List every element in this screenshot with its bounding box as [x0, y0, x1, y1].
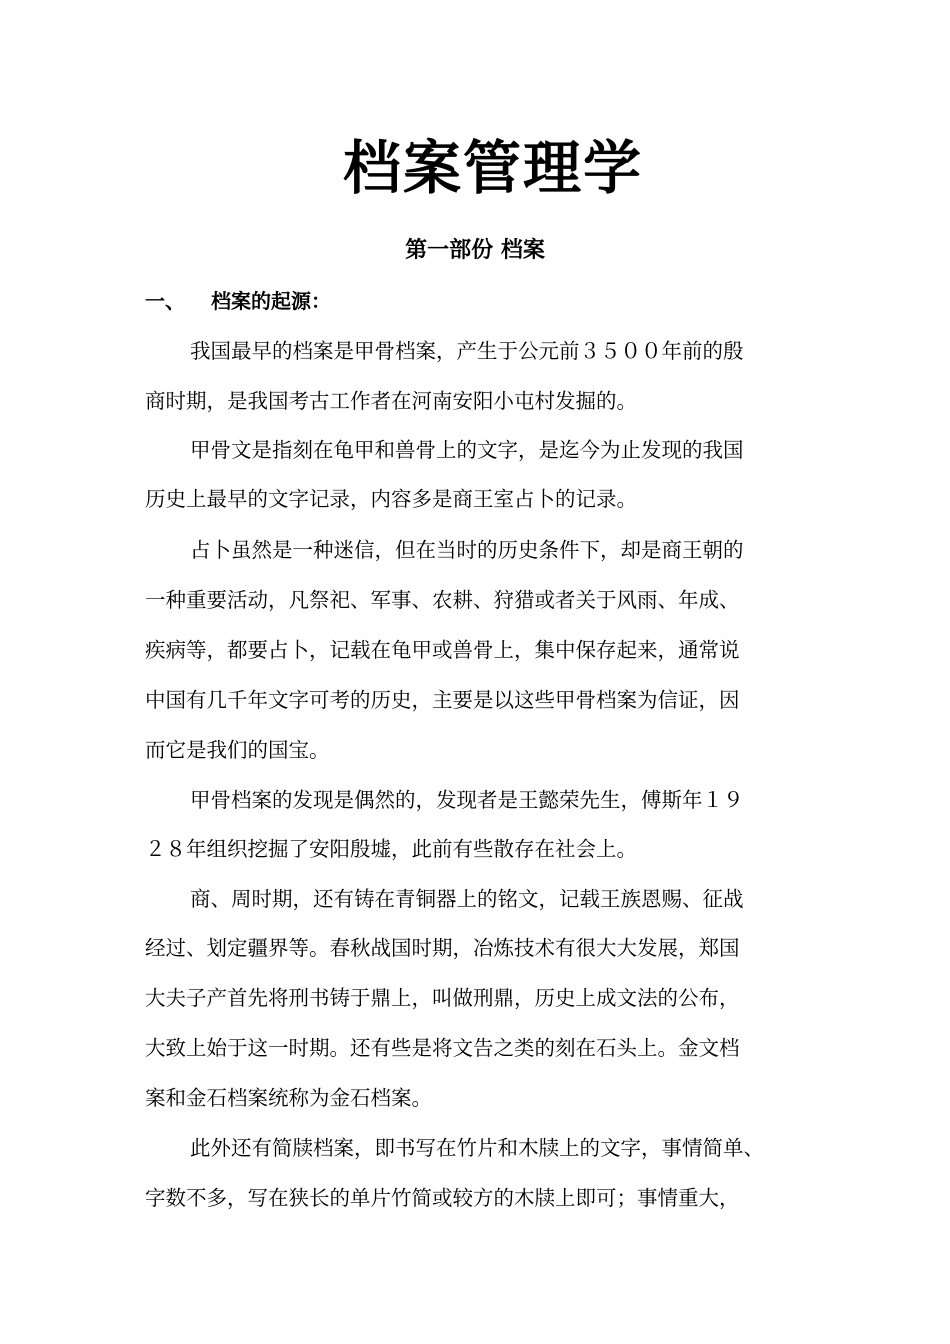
document-title: 档案管理学: [342, 134, 643, 202]
text-line: 甲骨文是指刻在龟甲和兽骨上的文字，是迄今为止发现的我国: [190, 438, 744, 462]
text-line: 案和金石档案统称为金石档案。: [145, 1086, 432, 1110]
text-line: 一种重要活动，凡祭祀、军事、农耕、狩猎或者关于风雨、年成、: [145, 588, 740, 612]
text-line: 甲骨档案的发现是偶然的，发现者是王懿荣先生，傅斯年１９: [190, 788, 744, 812]
text-line: 经过、划定疆界等。春秋战国时期，冶炼技术有很大大发展，郑国: [145, 936, 740, 960]
text-line: 我国最早的档案是甲骨档案，产生于公元前３５００年前的殷: [190, 339, 744, 363]
text-line: 大致上始于这一时期。还有些是将文告之类的刻在石头上。金文档: [145, 1036, 740, 1060]
text-line: 商、周时期，还有铸在青铜器上的铭文，记载王族恩赐、征战: [190, 887, 744, 911]
section-heading: [145, 286, 331, 316]
text-line: 中国有几千年文字可考的历史，主要是以这些甲骨档案为信证，因: [145, 688, 740, 712]
text-line: 历史上最早的文字记录，内容多是商王室占卜的记录。: [145, 487, 637, 511]
section-title: 档案的起源：: [211, 289, 331, 313]
part-heading: 第一部份 档案: [405, 238, 545, 263]
text-line: 商时期，是我国考古工作者在河南安阳小屯村发掘的。: [145, 389, 637, 413]
text-line: ２８年组织挖掘了安阳殷墟，此前有些散存在社会上。: [145, 837, 637, 861]
text-line: 大夫子产首先将刑书铸于鼎上，叫做刑鼎，历史上成文法的公布，: [145, 986, 740, 1010]
text-line: 字数不多，写在狭长的单片竹简或较方的木牍上即可；事情重大，: [145, 1186, 740, 1210]
text-line: 疾病等，都要占卜，记载在龟甲或兽骨上，集中保存起来，通常说: [145, 638, 740, 662]
section-number: 一、: [145, 289, 185, 313]
text-line: 此外还有简牍档案，即书写在竹片和木牍上的文字，事情简单、: [190, 1136, 764, 1160]
text-line: 占卜虽然是一种迷信，但在当时的历史条件下，却是商王朝的: [190, 538, 744, 562]
text-line: 而它是我们的国宝。: [145, 738, 330, 762]
